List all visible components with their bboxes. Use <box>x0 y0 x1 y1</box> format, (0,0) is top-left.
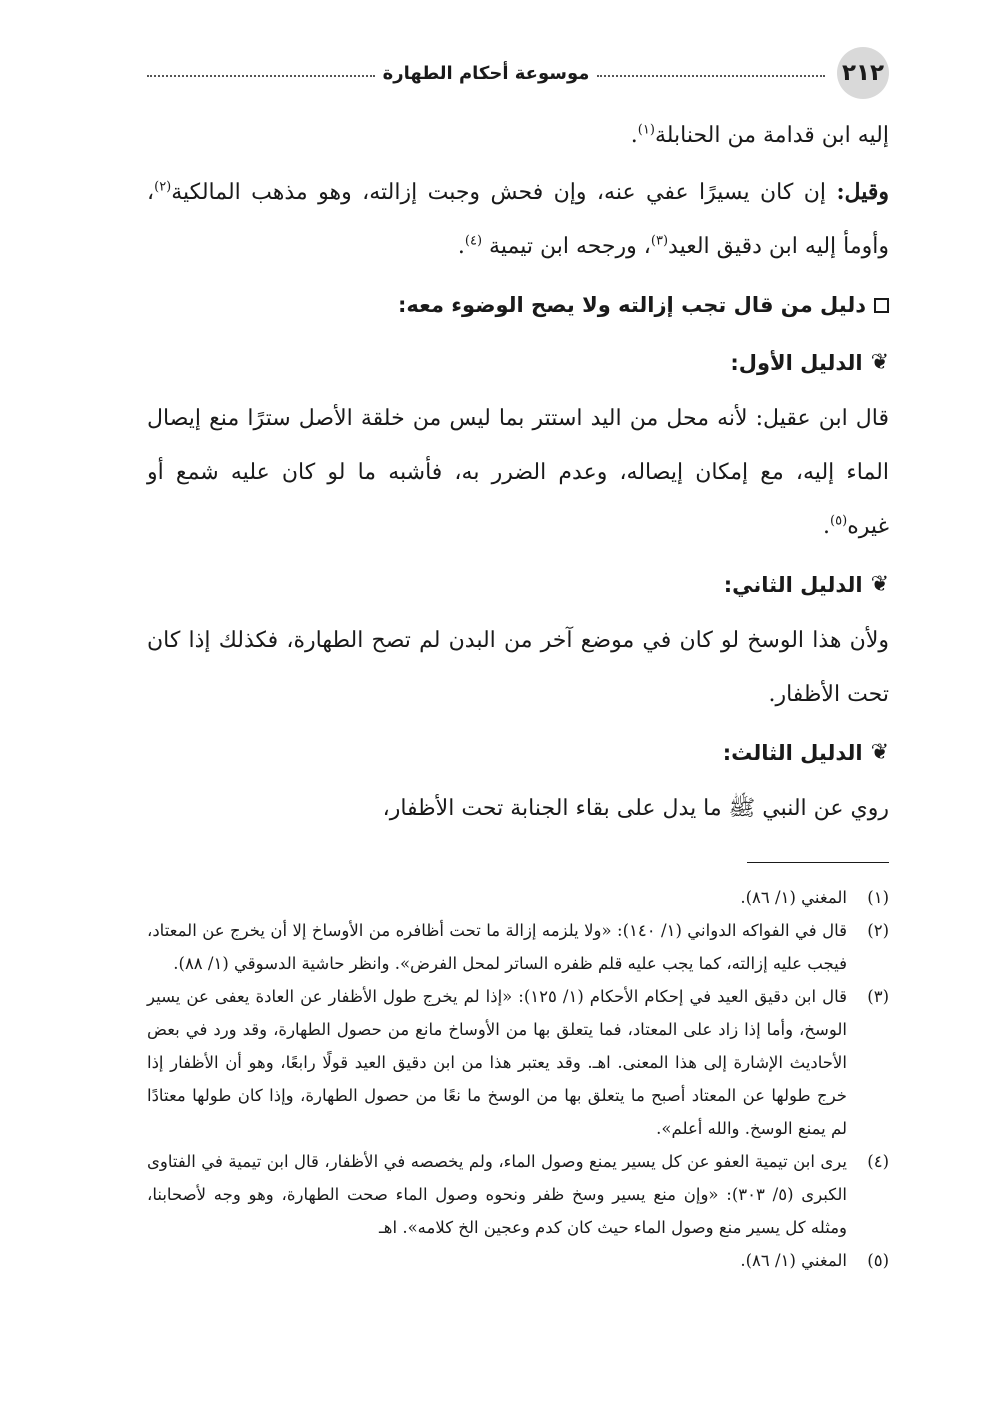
footnote-text: المغني (١/ ٨٦). <box>740 888 847 907</box>
footnotes <box>147 881 889 1277</box>
footnote-number: (٥) <box>867 1251 889 1270</box>
footnote-text: يرى ابن تيمية العفو عن كل يسير يمنع وصول الماء، ولم يخصصه في الأظفار، قال ابن تيمية في الفتاوى الكبرى (٥/ ٣٠٣): «وإن منع يسير وسخ ظفر ونحوه وصول الماء صحت الطهارة، وهو وجه لأصحابنا، ومثله كل يسير منع وصول الماء حيث كان كدم وعجين الخ كلامه». اهـ <box>147 1152 847 1237</box>
paragraph-2-end: . <box>457 234 465 259</box>
running-header <box>147 63 825 84</box>
footnote-text: قال في الفواكه الدواني (١/ ١٤٠): «ولا يلزمه إزالة ما تحت أظافره من الأوساخ إلا أن يخرج عن المعتاد، فيجب عليه إزالته، كما يجب عليه قلم ظفره الساتر لمحل الفرض». وانظر حاشية الدسوقي (١/ ٨٨). <box>147 921 847 973</box>
paragraph-3-text: قال ابن عقيل: لأنه محل من اليد استتر بما ليس من خلقة الأصل سترًا منع إيصال الماء إليه، مع إمكان إيصاله، وعدم الضرر به، فأشبه ما لو كان عليه شمع أو غيره <box>147 406 889 539</box>
paragraph-5: روي عن النبي ﷺ ما يدل على بقاء الجنابة تحت الأظفار، <box>382 796 889 821</box>
paragraph-2-text-c: ، ورجحه ابن تيمية <box>482 234 651 259</box>
evidence-heading-2-text: الدليل الثاني: <box>723 573 863 597</box>
footnote-text: قال ابن دقيق العيد في إحكام الأحكام (١/ ١٢٥): «إذا لم يخرج طول الأظفار عن العادة يعفى عن يسير الوسخ، وأما إذا زاد على المعتاد، فما يتعلق بها من الأوساخ مانع من حصول الطهارة، وقد ورد في بعض الأحاديث الإشارة إلى هذا المعنى. اهـ. وقد يعتبر هذا من ابن دقيق العيد قولًا رابعًا، وهو أن الأظفار إذا خرج طولها عن المعتاد أصبح ما يتعلق بها من الوسخ ما نعًا من حصول الطهارة، وإذا كان طولها معتادًا لم يمنع الوسخ. والله أعلم». <box>147 987 847 1138</box>
evidence-heading-3 <box>147 724 889 782</box>
footnote-ref-1[interactable]: (١) <box>637 122 655 138</box>
paragraph-3 <box>147 392 889 554</box>
footnote-1 <box>147 881 889 914</box>
footnote-ref-3[interactable]: (٣) <box>650 233 669 249</box>
page-number: ٢١٢ <box>837 47 889 99</box>
evidence-heading-3-text: الدليل الثالث: <box>722 741 863 765</box>
paragraph-1 <box>147 109 889 163</box>
leader-dots-right <box>597 75 825 77</box>
footnote-text: المغني (١/ ٨٦). <box>740 1251 847 1270</box>
footnote-number: (١) <box>867 888 889 907</box>
leaf-ornament-icon: ❦ <box>870 572 889 597</box>
paragraph-2-lead: وقيل: <box>836 179 889 205</box>
evidence-heading-1-text: الدليل الأول: <box>730 351 863 375</box>
leader-dots-left <box>147 75 375 77</box>
evidence-heading-1 <box>147 334 889 392</box>
footnote-2 <box>147 914 889 980</box>
page-header <box>147 45 889 101</box>
footnote-ref-4[interactable]: (٤) <box>464 233 483 249</box>
paragraph-2-text-a: إن كان يسيرًا عفي عنه، وإن فحش وجبت إزالته، وهو مذهب المالكية <box>171 180 837 205</box>
footnote-separator <box>747 862 889 863</box>
paragraph-1-text: إليه ابن قدامة من الحنابلة <box>654 123 889 148</box>
paragraph-2 <box>147 165 889 274</box>
paragraph-1-end: . <box>630 123 638 148</box>
page <box>147 45 889 1277</box>
footnote-number: (٢) <box>867 921 889 940</box>
footnote-3 <box>147 980 889 1145</box>
footnote-4 <box>147 1145 889 1244</box>
evidence-heading-2 <box>147 556 889 614</box>
main-text <box>147 109 889 836</box>
section-heading-text: دليل من قال تجب إزالته ولا يصح الوضوء معه: <box>398 293 866 317</box>
book-title: موسوعة أحكام الطهارة <box>382 62 590 84</box>
section-heading <box>147 276 889 334</box>
footnote-ref-2[interactable]: (٢) <box>154 179 172 195</box>
checkbox-square-icon <box>874 298 889 313</box>
paragraph-2-text-b: ، وأومأ إليه ابن دقيق العيد <box>147 180 889 259</box>
footnote-number: (٣) <box>867 987 889 1006</box>
leaf-ornament-icon: ❦ <box>870 350 889 375</box>
footnote-number: (٤) <box>867 1152 889 1171</box>
paragraph-3-end: . <box>823 514 831 539</box>
paragraph-4: ولأن هذا الوسخ لو كان في موضع آخر من البدن لم تصح الطهارة، فكذلك إذا كان تحت الأظفار. <box>147 628 889 707</box>
leaf-ornament-icon: ❦ <box>870 740 889 765</box>
footnote-5 <box>147 1244 889 1277</box>
footnote-ref-5[interactable]: (٥) <box>830 513 848 529</box>
